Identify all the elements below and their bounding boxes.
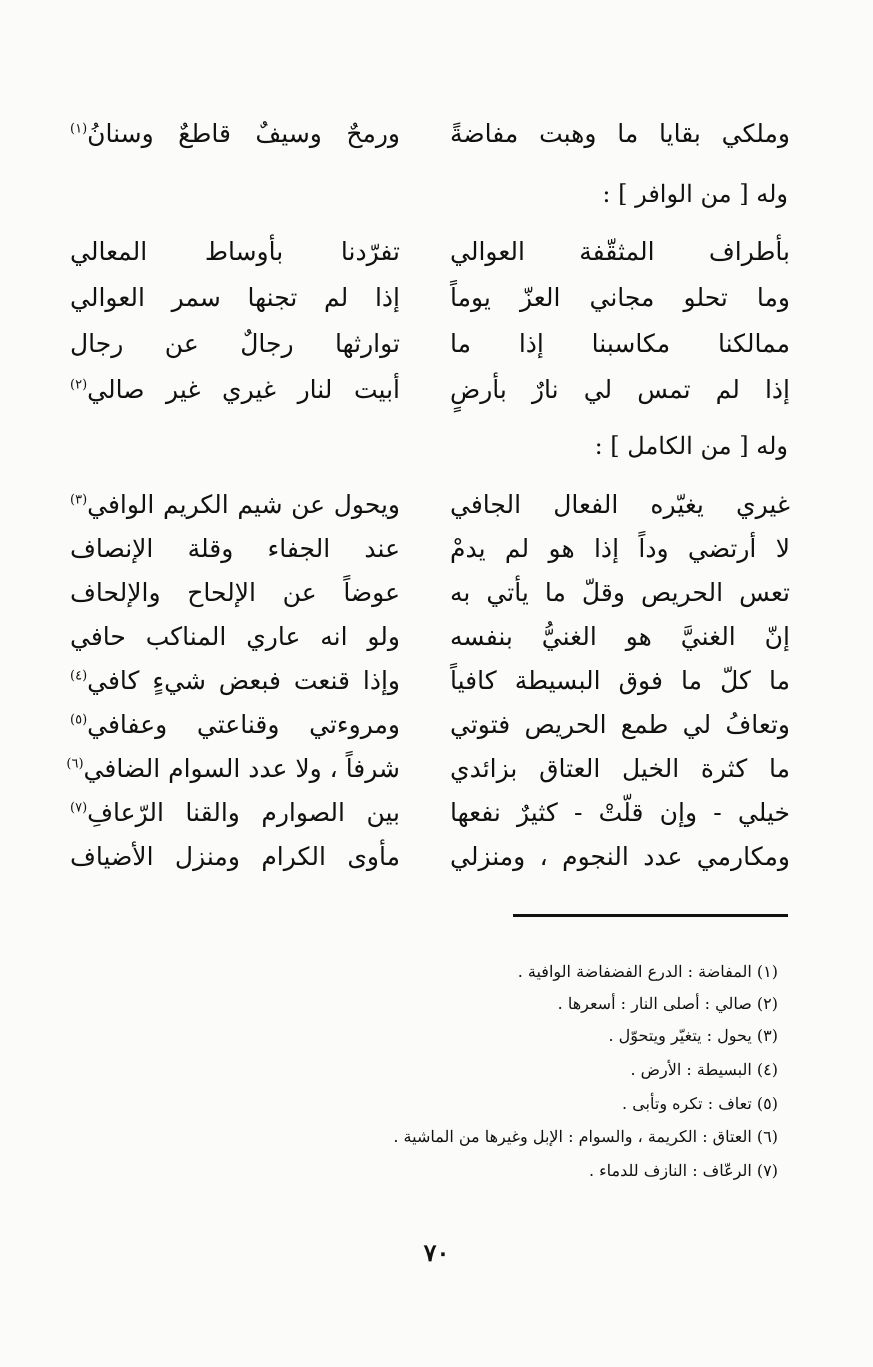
footnote: (٢) صالي : أصلى النار : أسعرها . <box>557 994 778 1013</box>
verse-line <box>70 527 790 571</box>
verse-second-hemistich: إذا لم تجنها سمر العوالي <box>70 283 400 312</box>
footnote: (٥) تعاف : تكره وتأبى . <box>622 1094 778 1113</box>
section-heading-kamil: وله [ من الكامل ] : <box>594 432 788 460</box>
footnote: (٣) يحول : يتغيّر ويتحوّل . <box>608 1026 778 1045</box>
verse-first-hemistich: ممالكنا مكاسبنا إذا ما <box>450 329 790 358</box>
verse-line <box>66 747 790 791</box>
verse-first-hemistich: إذا لم تمس لي نارٌ بأرضٍ <box>450 375 790 404</box>
footnote-ref: (٣) <box>70 492 88 508</box>
verse-line <box>70 112 790 156</box>
verse-first-hemistich: تعس الحريص وقلّ ما يأتي به <box>450 578 790 607</box>
verse-first-hemistich: وما تحلو مجاني العزّ يوماً <box>450 283 790 312</box>
verse-first-hemistich: وملكي بقايا ما وهبت مفاضةً <box>450 119 790 148</box>
verse-second-hemistich: شرفاً ، ولا عدد السوام الضافي$^{(٦)}$ <box>66 754 400 783</box>
verse-line <box>70 659 790 703</box>
verse-first-hemistich: ما كلّ ما فوق البسيطة كافياً <box>450 666 790 695</box>
verse-line <box>70 230 790 274</box>
verse-second-hemistich: تفرّدنا بأوساط المعالي <box>70 237 400 266</box>
page-number: ٧٠ <box>423 1238 450 1267</box>
footnote: (١) المفاضة : الدرع الفضفاضة الوافية . <box>517 962 778 981</box>
verse-second-hemistich: عند الجفاء وقلة الإنصاف <box>70 534 400 563</box>
verse-line <box>70 571 790 615</box>
verse-second-hemistich: ومروءتي وقناعتي وعفافي$^{(٥)}$ <box>70 710 400 739</box>
verse-second-hemistich: عوضاً عن الإلحاح والإلحاف <box>70 578 400 607</box>
footnote-ref: (١) <box>70 121 88 137</box>
verse-second-hemistich: ورمحٌ وسيفٌ قاطعٌ وسنانُ$^{(١)}$ <box>70 119 400 148</box>
verse-first-hemistich: بأطراف المثقّفة العوالي <box>450 237 790 266</box>
footnote-ref: (٢) <box>70 377 88 393</box>
verse-line <box>70 483 790 527</box>
verse-line <box>70 835 790 879</box>
verse-line <box>70 368 790 412</box>
footnote: (٧) الرعّاف : النازف للدماء . <box>588 1161 778 1180</box>
verse-second-hemistich: أبيت لنار غيري غير صالي$^{(٢)}$ <box>70 375 400 404</box>
verse-first-hemistich: خيلي - وإن قلّتْ - كثيرٌ نفعها <box>450 798 790 827</box>
footnote-ref: (٧) <box>70 800 88 816</box>
verse-second-hemistich: توارثها رجالٌ عن رجال <box>70 329 400 358</box>
footnote-divider <box>513 914 788 917</box>
verse-first-hemistich: غيري يغيّره الفعال الجافي <box>450 490 790 519</box>
verse-first-hemistich: ما كثرة الخيل العتاق بزائدي <box>450 754 790 783</box>
verse-first-hemistich: لا أرتضي وداً إذا هو لم يدمْ <box>450 534 790 563</box>
footnote-ref: (٤) <box>70 668 88 684</box>
verse-second-hemistich: بين الصوارم والقنا الرّعافِ$^{(٧)}$ <box>70 798 400 827</box>
verse-second-hemistich: مأوى الكرام ومنزل الأضياف <box>70 842 400 871</box>
verse-first-hemistich: وتعافُ لي طمع الحريص فتوتي <box>450 710 790 739</box>
verse-line <box>70 276 790 320</box>
section-heading-wafir: وله [ من الوافر ] : <box>602 180 788 208</box>
verse-first-hemistich: ومكارمي عدد النجوم ، ومنزلي <box>450 842 790 871</box>
footnote-ref: (٥) <box>70 712 88 728</box>
verse-first-hemistich: إنّ الغنيَّ هو الغنيُّ بنفسه <box>450 622 790 651</box>
verse-second-hemistich: ولو انه عاري المناكب حافي <box>70 622 400 651</box>
footnote-ref: (٦) <box>66 756 84 772</box>
verse-line <box>70 322 790 366</box>
verse-line <box>70 615 790 659</box>
footnote: (٤) البسيطة : الأرض . <box>630 1060 778 1079</box>
verse-line <box>70 791 790 835</box>
footnote: (٦) العتاق : الكريمة ، والسوام : الإبل وغيرها من الماشية . <box>393 1127 778 1146</box>
verse-second-hemistich: وإذا قنعت فبعض شيءٍ كافي$^{(٤)}$ <box>70 666 400 695</box>
verse-line <box>70 703 790 747</box>
verse-second-hemistich: ويحول عن شيم الكريم الوافي$^{(٣)}$ <box>70 490 400 519</box>
